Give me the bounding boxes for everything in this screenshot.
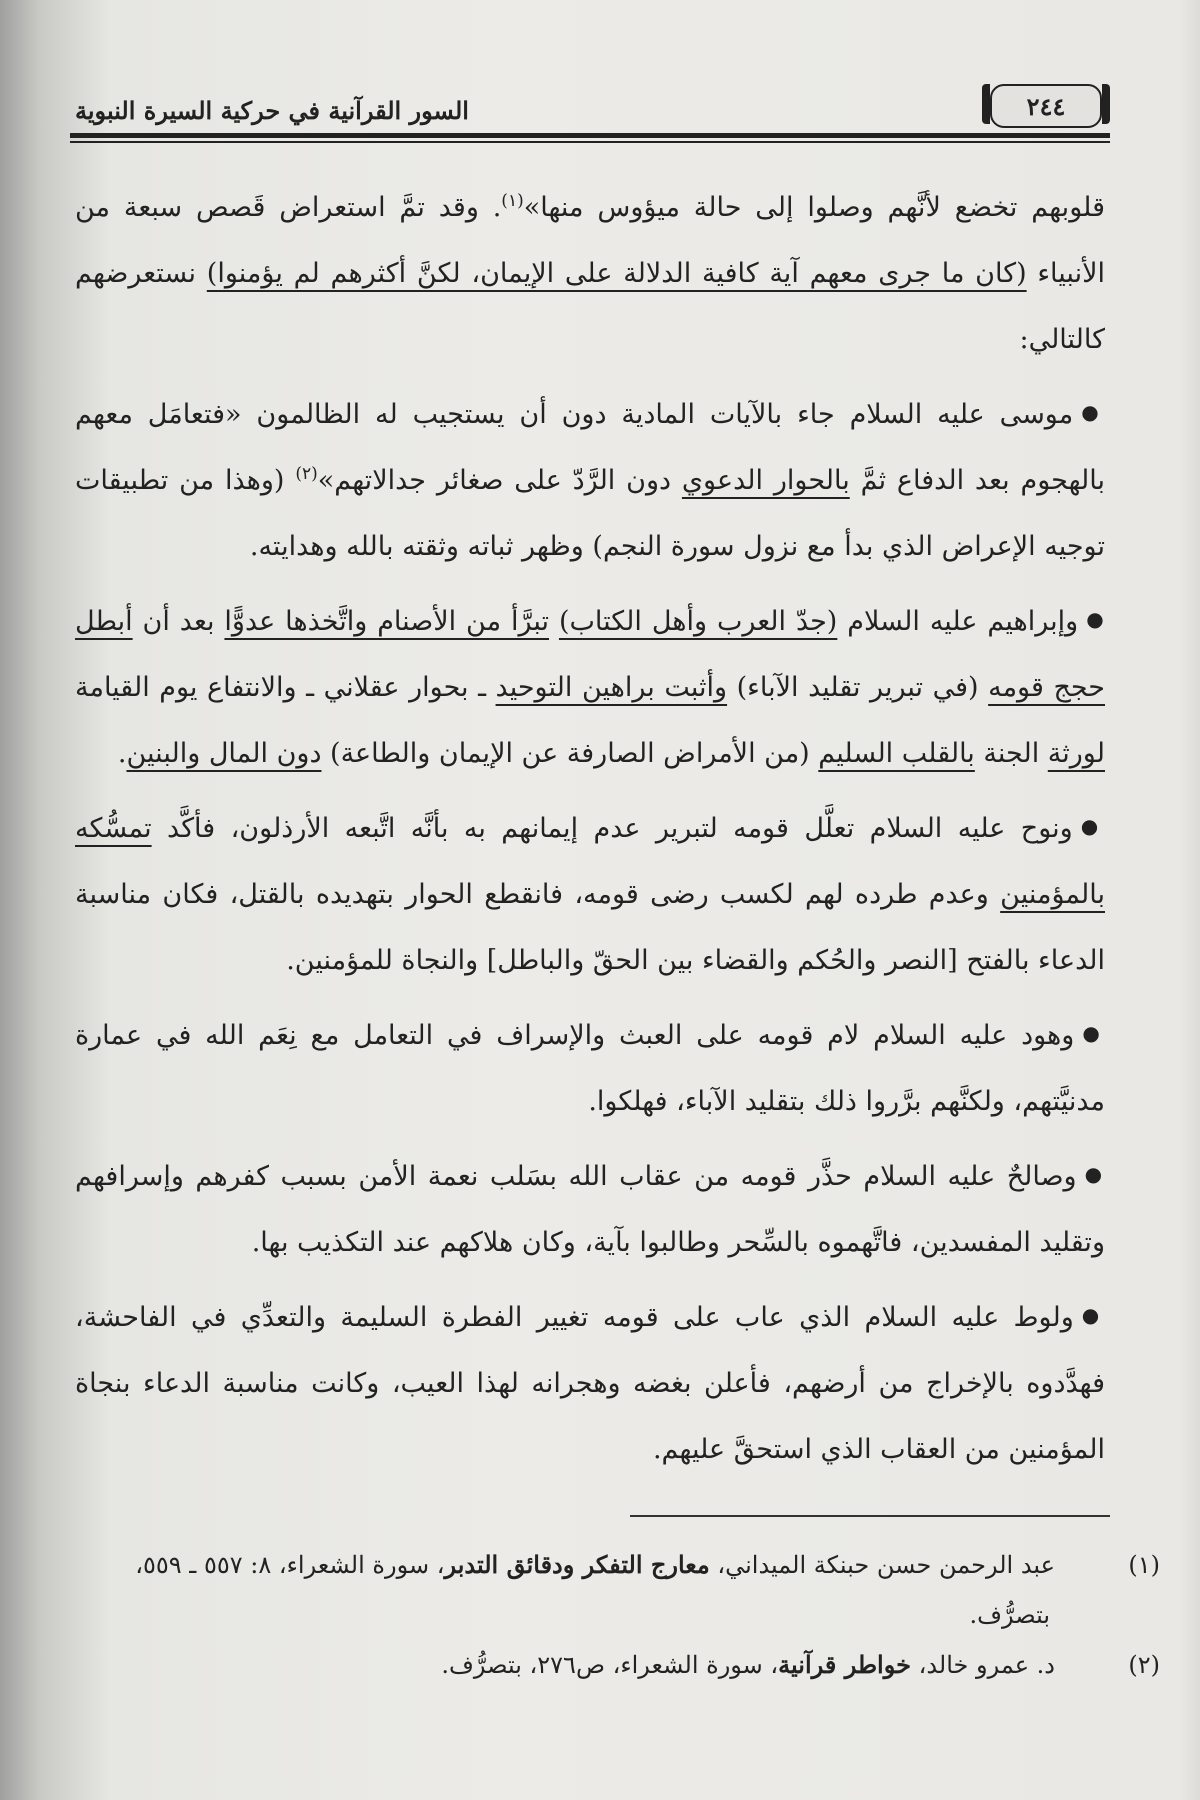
abraham-underlined-6: بالقلب السليم xyxy=(818,738,975,769)
abraham-underlined-3: أبطل حجج قومه xyxy=(75,606,1105,703)
abraham-underlined-2: تبرَّأ من الأصنام واتَّخذها عدوًّا xyxy=(224,606,550,637)
abraham-text-g: (من الأمراض الصارفة عن الإيمان والطاعة) xyxy=(321,738,819,769)
moses-text-a: موسى عليه السلام جاء بالآيات المادية دون أن يستجيب له الظالمون «فتعامَل معهم بالهجوم بعد الدفاع ثمَّ xyxy=(75,399,1106,496)
abraham-text-b xyxy=(549,606,559,637)
abraham-underlined-4: وأثبت براهين التوحيد xyxy=(495,672,728,703)
bullet-icon: ● xyxy=(1081,1303,1106,1327)
abraham-underlined-7: دون المال والبنين xyxy=(126,738,322,769)
page-number-badge xyxy=(990,84,1102,128)
footnote-1 xyxy=(75,1540,1160,1640)
bullet-icon: ● xyxy=(1086,607,1106,631)
bullet-noah xyxy=(75,793,1105,994)
footnotes xyxy=(75,1540,1160,1690)
abraham-text-d: (في تبرير تقليد الآباء) xyxy=(727,672,989,703)
footnote-book-title: معارج التفكر ودقائق التدبر xyxy=(444,1550,710,1579)
lot-text: ولوط عليه السلام الذي عاب على قومه تغيير الفطرة السليمة والتعدِّي في الفاحشة، فهدَّدوه بالإخراج من أرضهم، فأعلن بغضه وهجرانه لهذا العيب، وكانت مناسبة الدعاء بنجاة المؤمنين من العقاب الذي استحقَّ عليهم. xyxy=(75,1302,1105,1465)
intro-paragraph xyxy=(75,175,1105,373)
bullet-lot xyxy=(75,1282,1105,1483)
bullet-hud xyxy=(75,1000,1105,1135)
noah-text-b: وعدم طرده لهم لكسب رضى قومه، فانقطع الحوار بتهديده بالقتل، فكان مناسبة الدعاء بالفتح [النصر والحُكم والقضاء بين الحقّ والباطل] والنجاة للمؤمنين. xyxy=(75,879,1105,976)
bullet-icon: ● xyxy=(1080,814,1105,838)
abraham-text-a: وإبراهيم عليه السلام xyxy=(837,606,1079,637)
footnote-ref-1: (١) xyxy=(501,191,524,211)
intro-underlined: (كان ما جرى معهم آية كافية الدلالة على الإيمان، لكنَّ أكثرهم لم يؤمنوا) xyxy=(206,258,1027,289)
noah-text-a: ونوح عليه السلام تعلَّل قومه لتبرير عدم إيمانهم به بأنَّه اتَّبعه الأرذلون، فأكَّد xyxy=(151,813,1073,844)
header-rule-thin xyxy=(70,141,1110,143)
page-number: ٢٤٤ xyxy=(1026,91,1066,121)
noah-underlined: تمسُّكه بالمؤمنين xyxy=(75,813,1105,910)
footnote-book-title: خواطر قرآنية xyxy=(778,1650,911,1679)
bullet-abraham xyxy=(75,586,1105,787)
abraham-text-f: الجنة xyxy=(974,738,1048,769)
running-title: السور القرآنية في حركية السيرة النبوية xyxy=(75,96,469,125)
footnote-number: (١) xyxy=(1128,1551,1160,1579)
moses-text-b: دون الرَّدّ على صغائر جدالاتهم» xyxy=(317,465,682,496)
header-rule-thick xyxy=(70,133,1110,138)
abraham-underlined-5: لورثة xyxy=(1047,738,1105,769)
footnote-2 xyxy=(75,1640,1160,1690)
footnote-ref-2: (٢) xyxy=(295,464,318,484)
footnote-text-a: عبد الرحمن حسن حبنكة الميداني، xyxy=(709,1551,1055,1579)
bullet-icon: ● xyxy=(1081,400,1106,424)
hud-text: وهود عليه السلام لام قومه على العبث والإسراف في التعامل مع نِعَم الله في عمارة مدنيَّتهم، ولكنَّهم برَّروا ذلك بتقليد الآباء، فهلكوا. xyxy=(75,1020,1105,1117)
intro-text-a: قلوبهم تخضع لأنَّهم وصلوا إلى حالة ميؤوس منها» xyxy=(523,192,1105,223)
moses-text-c: (وهذا من تطبيقات توجيه الإعراض الذي بدأ مع نزول سورة النجم) وظهر ثباته وثقته بالله وهدايته. xyxy=(75,465,1105,562)
footnote-number: (٢) xyxy=(1128,1651,1160,1679)
intro-text-c: نستعرضهم كالتالي: xyxy=(75,258,1105,355)
bullet-icon: ● xyxy=(1084,1162,1106,1186)
footnote-separator xyxy=(630,1515,1110,1517)
footnote-text-a: د. عمرو خالد، xyxy=(910,1651,1055,1679)
footnote-text-b: ، سورة الشعراء، ص٢٧٦، بتصرُّف. xyxy=(441,1651,779,1679)
intro-text-b: . وقد تمَّ استعراض قَصص سبعة من الأنبياء xyxy=(75,192,1105,289)
moses-underlined: بالحوار الدعوي xyxy=(681,465,850,496)
abraham-text-c: بعد أن xyxy=(132,606,225,637)
abraham-text-h: . xyxy=(117,738,127,769)
footnote-text-b: ، سورة الشعراء، ٨: ٥٥٧ ـ ٥٥٩، بتصرُّف. xyxy=(135,1551,1050,1629)
abraham-underlined-1: (جدّ العرب وأهل الكتاب) xyxy=(558,606,838,637)
bullet-moses xyxy=(75,379,1105,580)
abraham-text-e: ـ بحوار عقلاني ـ والانتفاع يوم القيامة xyxy=(75,672,496,703)
bullet-icon: ● xyxy=(1082,1021,1105,1045)
body-text xyxy=(75,175,1105,1483)
salih-text: وصالحٌ عليه السلام حذَّر قومه من عقاب الله بسَلب نعمة الأمن بسبب كفرهم وإسرافهم وتقليد المفسدين، فاتَّهموه بالسِّحر وطالبوا بآية، وكان هلاكهم عند التكذيب بها. xyxy=(75,1161,1105,1258)
bullet-salih xyxy=(75,1141,1105,1276)
